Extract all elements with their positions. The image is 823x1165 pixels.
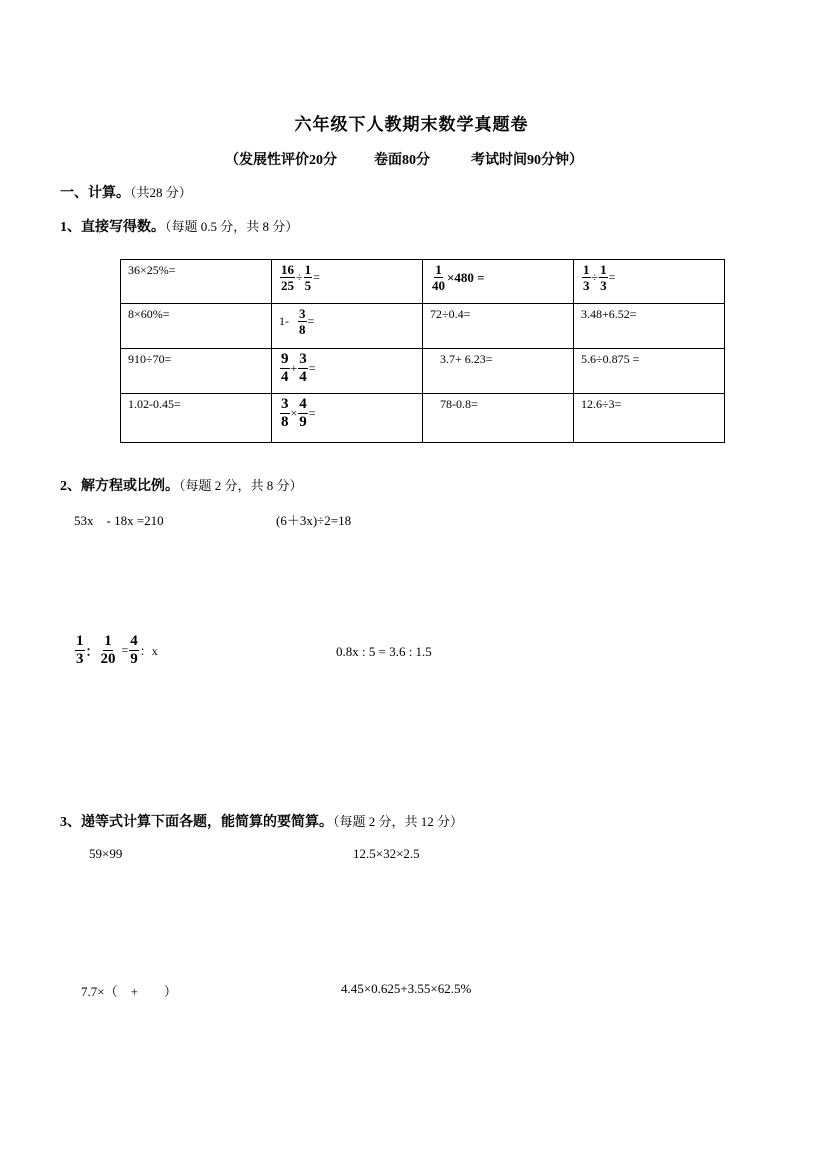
cell-text: 78-0.8= (440, 397, 478, 411)
table-row (121, 394, 725, 443)
operator: ×480 = (447, 269, 485, 285)
fraction (582, 263, 591, 292)
numerator: 3 (299, 351, 307, 367)
table-cell (423, 304, 574, 349)
cell-expression (581, 263, 615, 292)
table-cell (272, 394, 423, 443)
section1-title: 一、计算。 (60, 186, 130, 201)
q1-title: 1、直接写得数。 (60, 220, 165, 235)
numerator: 4 (299, 396, 307, 412)
equals: = (121, 643, 129, 657)
numerator: 9 (281, 351, 289, 367)
q3-heading (60, 811, 463, 831)
operator: ÷ (296, 270, 303, 284)
exam-info (225, 149, 583, 169)
denominator: 9 (130, 651, 138, 667)
cell-expression (279, 263, 320, 292)
fraction (75, 634, 85, 667)
expression-3: 7.7×（ + ） (81, 984, 177, 999)
q2-heading (60, 475, 303, 495)
q3-note: （每题 2 分，共 12 分） (333, 814, 464, 829)
numerator: 16 (281, 262, 294, 277)
denominator: 3 (583, 278, 590, 293)
fraction (304, 263, 313, 292)
numerator: 3 (281, 396, 289, 412)
denominator: 8 (299, 322, 306, 337)
expression-4: 4.45×0.625+3.55×62.5% (341, 981, 472, 996)
equals: = (308, 361, 316, 375)
cell-text: 8×60%= (128, 307, 170, 321)
denominator: 4 (299, 369, 307, 385)
numerator: 1 (583, 262, 590, 277)
expression-2: 12.5×32×2.5 (353, 846, 420, 861)
ratio-tail: ：x (139, 644, 158, 658)
cell-expression (279, 352, 316, 385)
cell-expression (279, 307, 314, 336)
cell-expression (279, 397, 316, 430)
table-cell (121, 260, 272, 304)
table-cell (121, 394, 272, 443)
equation-1: 53x - 18x =210 (74, 513, 164, 528)
cell-text: 3.48+6.52= (581, 307, 637, 321)
numerator: 1 (600, 262, 607, 277)
cell-text: 72÷0.4= (430, 307, 471, 321)
denominator: 8 (281, 414, 289, 430)
table-cell (574, 260, 725, 304)
denominator: 20 (100, 651, 116, 667)
equals: = (307, 314, 315, 328)
section1-note: （共28 分） (130, 185, 192, 200)
equals: = (313, 270, 320, 284)
cell-text: 3.7+ 6.23= (440, 352, 493, 366)
denominator: 40 (432, 278, 445, 293)
q1-heading (60, 216, 298, 236)
table-cell (121, 349, 272, 394)
equation-4: 0.8x : 5 = 3.6 : 1.5 (336, 644, 432, 659)
fraction (129, 634, 139, 667)
q2-title: 2、解方程或比例。 (60, 479, 179, 494)
fraction (280, 352, 290, 385)
table-row (121, 304, 725, 349)
numerator: 1 (104, 633, 112, 649)
denominator: 3 (76, 651, 84, 667)
fraction (431, 263, 446, 292)
table-cell (121, 304, 272, 349)
exam-info-eval: （发展性评价20分 (225, 153, 337, 168)
fraction (280, 263, 295, 292)
table-cell (423, 349, 574, 394)
table-row (121, 349, 725, 394)
table-cell (423, 394, 574, 443)
denominator: 4 (281, 369, 289, 385)
cell-expression (430, 263, 485, 292)
table-cell (272, 349, 423, 394)
numerator: 1 (304, 262, 312, 277)
cell-text: 5.6÷0.875 = (581, 352, 640, 366)
numerator: 4 (130, 633, 138, 649)
section1-heading (60, 182, 192, 202)
fraction (298, 397, 308, 430)
equation-2: (6＋3x)÷2=18 (276, 513, 352, 528)
table-cell (272, 304, 423, 349)
table-cell (423, 260, 574, 304)
fraction (298, 352, 308, 385)
operator: 1- (279, 314, 289, 328)
exam-info-paper: 卷面80分 (374, 153, 430, 168)
operator: ÷ (591, 270, 599, 284)
q2-note: （每题 2 分，共 8 分） (179, 478, 303, 493)
fraction (100, 634, 117, 667)
fraction (599, 263, 608, 292)
cell-text: 12.6÷3= (581, 397, 622, 411)
equals: = (608, 270, 616, 284)
cell-text: 1.02-0.45= (128, 397, 181, 411)
numerator: 1 (435, 262, 442, 277)
table-cell (574, 394, 725, 443)
table-cell (272, 260, 423, 304)
table-row (121, 260, 725, 304)
denominator: 25 (281, 278, 294, 293)
fraction (298, 307, 307, 336)
operator: × (290, 406, 298, 420)
table-cell (574, 349, 725, 394)
cell-text: 36×25%= (128, 263, 176, 277)
denominator: 5 (304, 278, 312, 293)
equals: = (308, 406, 316, 420)
fraction (280, 397, 290, 430)
denominator: 9 (299, 414, 307, 430)
expression-1: 59×99 (89, 846, 123, 861)
page-title: 六年级下人教期末数学真题卷 (294, 115, 529, 134)
q3-title: 3、递等式计算下面各题，能简算的要简算。 (60, 815, 333, 830)
exam-info-time: 考试时间90分钟） (471, 153, 583, 168)
calc-table (120, 259, 725, 443)
denominator: 3 (600, 278, 607, 293)
numerator: 1 (76, 633, 84, 649)
q1-note: （每题 0.5 分，共 8 分） (165, 219, 299, 234)
ratio-colon: ： (85, 644, 99, 659)
cell-text: 910÷70= (128, 352, 172, 366)
numerator: 3 (299, 306, 306, 321)
proportion-expression (74, 634, 158, 667)
operator: + (290, 361, 298, 375)
equation-3 (74, 632, 158, 667)
table-cell (574, 304, 725, 349)
